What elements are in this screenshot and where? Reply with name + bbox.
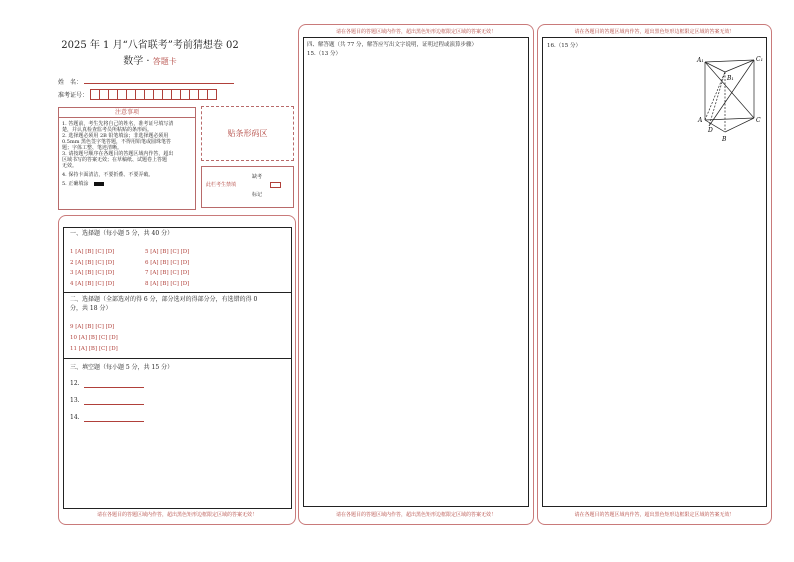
section1-title: 一、选择题（每小题 5 分，共 40 分） bbox=[70, 230, 174, 237]
notice-item: 1. 答题前，考生先将自己的姓名，准考证号填写清 bbox=[62, 121, 174, 127]
page-subtitle bbox=[0, 52, 300, 67]
notice-item: 无效。 bbox=[62, 163, 78, 169]
absent-note: 此栏考生禁填 bbox=[206, 182, 237, 188]
notice-item: 2. 选择题必须用 2B 铅笔填涂；非选择题必须用 bbox=[62, 133, 169, 139]
notice-box bbox=[58, 107, 196, 210]
fill-blank-number: 14. bbox=[70, 414, 80, 421]
choice-row-11[interactable]: 11 [A] [B] [C] [D] bbox=[70, 346, 118, 352]
fill-blank-13[interactable] bbox=[70, 397, 144, 405]
subject-label: 数学 · bbox=[123, 56, 150, 67]
answer-sheet-label: 答题卡 bbox=[152, 57, 177, 66]
section-divider bbox=[63, 358, 292, 359]
choice-row-7[interactable]: 7 [A] [B] [C] [D] bbox=[145, 270, 190, 276]
page-title: 2025 年 1 月“八省联考”考前猜想卷 02 bbox=[61, 40, 239, 51]
label-C: C bbox=[756, 117, 761, 124]
name-underline bbox=[84, 76, 234, 84]
warning-text: 请在各题目的答题区域内作答，超出黑色矩形边框限定区域的答案无效！ bbox=[574, 512, 735, 518]
section-divider bbox=[63, 292, 292, 293]
notice-item: 题；字体工整、笔迹清晰。 bbox=[62, 145, 123, 151]
exam-id-boxes[interactable] bbox=[90, 89, 216, 103]
warning-text: 请在各题目的答题区域内作答，超出黑色矩形边框限定区域的答案无效！ bbox=[335, 512, 496, 518]
warning-text: 请在各题目的答题区域内作答，超出黑色矩形边框限定区域的答案无效！ bbox=[335, 29, 496, 35]
warning-text: 请在各题目的答题区域内作答，超出黑色矩形边框限定区域的答案无效！ bbox=[96, 512, 257, 518]
choice-row-5[interactable]: 5 [A] [B] [C] [D] bbox=[145, 249, 190, 255]
choice-row-10[interactable]: 10 [A] [B] [C] [D] bbox=[70, 335, 118, 341]
label-D: D bbox=[708, 127, 713, 134]
notice-title: 注意事项 bbox=[59, 108, 195, 118]
absent-box bbox=[201, 166, 294, 208]
choice-row-6[interactable]: 6 [A] [B] [C] [D] bbox=[145, 259, 190, 266]
fill-blank-number: 13. bbox=[70, 397, 80, 404]
choice-row-4[interactable]: 4 [A] [B] [C] [D] bbox=[70, 280, 115, 287]
label-A1: A₁ bbox=[697, 57, 704, 64]
fill-blank-number: 12. bbox=[70, 380, 80, 387]
notice-item: 3. 请按题号顺序在各题目的答题区域内作答，超出 bbox=[62, 151, 174, 157]
filled-mark-icon bbox=[94, 182, 104, 186]
barcode-area bbox=[201, 106, 294, 161]
choice-group-right bbox=[145, 247, 189, 289]
exam-id-label: 准考证号： bbox=[58, 92, 89, 99]
section2-title-cont: 分，共 18 分） bbox=[70, 305, 112, 312]
fill-blank-line bbox=[84, 381, 144, 388]
question-15-label: 15.（13 分） bbox=[307, 51, 341, 57]
name-label: 姓 名： bbox=[58, 79, 83, 86]
fill-blank-14[interactable] bbox=[70, 414, 144, 422]
exam-id-field[interactable] bbox=[58, 89, 216, 103]
choice-row-9[interactable]: 9 [A] [B] [C] [D] bbox=[70, 324, 115, 330]
absent-label-top: 缺考 bbox=[252, 174, 263, 180]
label-A: A bbox=[698, 117, 703, 124]
notice-item: 4. 保持卡面清洁，不要折叠、不要弄破。 bbox=[62, 172, 154, 178]
name-field[interactable] bbox=[58, 76, 234, 87]
section2-title: 二、选择题（全部选对的得 6 分，部分选对的得部分分，有选错的得 0 bbox=[70, 296, 258, 303]
barcode-label: 贴条形码区 bbox=[227, 129, 268, 138]
choice-row-3[interactable]: 3 [A] [B] [C] [D] bbox=[70, 270, 115, 276]
fill-blank-line bbox=[84, 415, 144, 422]
choice-group-left bbox=[70, 247, 114, 289]
absent-checkbox[interactable] bbox=[270, 182, 281, 188]
label-C1: C₁ bbox=[756, 56, 763, 63]
choice-group-multi bbox=[70, 322, 118, 355]
warning-text: 请在各题目的答题区域内作答，超出黑色矩形边框限定区域的答案无效！ bbox=[574, 29, 735, 35]
notice-item: 楚，并认真检查监考员所粘贴的条形码。 bbox=[62, 127, 153, 133]
section3-title: 三、填空题（每小题 5 分，共 15 分） bbox=[70, 364, 174, 371]
section4-title: 四、解答题（共 77 分，解答应写出文字说明，证明过程或演算步骤） bbox=[307, 42, 477, 48]
fill-blank-line bbox=[84, 398, 144, 405]
choice-row-8[interactable]: 8 [A] [B] [C] [D] bbox=[145, 280, 190, 287]
label-B1: B₁ bbox=[727, 75, 734, 82]
filled-example-label: 5. 正确填涂 bbox=[62, 181, 89, 187]
filled-example bbox=[62, 181, 195, 187]
notice-item: 0.5mm 黑色签字笔答题，不得用铅笔或圆珠笔答 bbox=[62, 139, 172, 145]
choice-row-2[interactable]: 2 [A] [B] [C] [D] bbox=[70, 259, 115, 266]
choice-row-1[interactable]: 1 [A] [B] [C] [D] bbox=[70, 249, 115, 255]
label-B: B bbox=[722, 136, 727, 143]
answer-area-15[interactable] bbox=[304, 60, 528, 506]
question-16-label: 16.（15 分） bbox=[547, 43, 581, 49]
notice-item: 区域书写的答案无效；在草稿纸、试题卷上答题 bbox=[62, 157, 168, 163]
absent-label-bottom: 标记 bbox=[252, 192, 263, 198]
fill-blank-12[interactable] bbox=[70, 380, 144, 388]
prism-figure bbox=[695, 52, 767, 146]
